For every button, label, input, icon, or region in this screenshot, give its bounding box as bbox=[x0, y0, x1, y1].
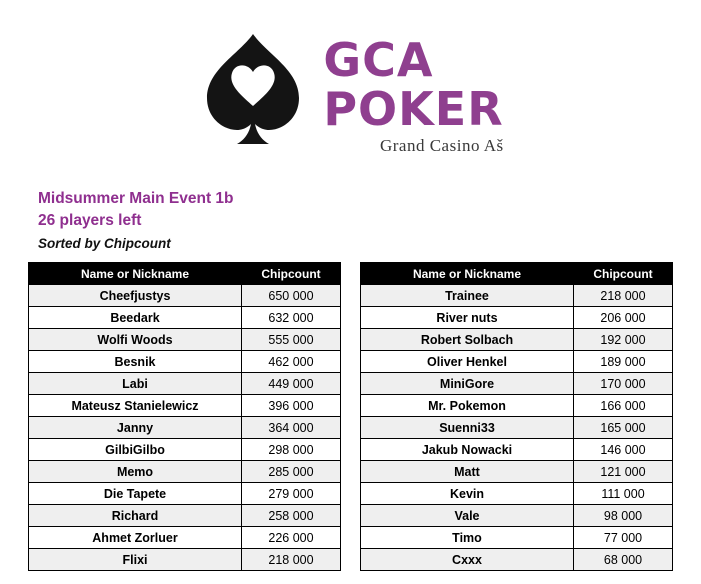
player-name: Timo bbox=[361, 527, 574, 549]
player-chipcount: 218 000 bbox=[242, 549, 341, 571]
table-row bbox=[361, 527, 673, 549]
table-row bbox=[29, 549, 341, 571]
player-chipcount: 165 000 bbox=[574, 417, 673, 439]
player-name: Flixi bbox=[29, 549, 242, 571]
table-row bbox=[361, 439, 673, 461]
player-name: Jakub Nowacki bbox=[361, 439, 574, 461]
table-row bbox=[29, 285, 341, 307]
player-chipcount: 77 000 bbox=[574, 527, 673, 549]
player-name: Robert Solbach bbox=[361, 329, 574, 351]
table-row bbox=[29, 351, 341, 373]
player-chipcount: 396 000 bbox=[242, 395, 341, 417]
player-chipcount: 285 000 bbox=[242, 461, 341, 483]
event-title: Midsummer Main Event 1b bbox=[38, 190, 234, 207]
logo-subtitle: Grand Casino Aš bbox=[379, 136, 504, 155]
table-body-right bbox=[361, 285, 673, 571]
player-name: Janny bbox=[29, 417, 242, 439]
column-header-chipcount: Chipcount bbox=[242, 263, 341, 285]
table-row bbox=[361, 395, 673, 417]
player-chipcount: 111 000 bbox=[574, 483, 673, 505]
player-chipcount: 258 000 bbox=[242, 505, 341, 527]
table-row bbox=[361, 417, 673, 439]
player-chipcount: 650 000 bbox=[242, 285, 341, 307]
player-chipcount: 166 000 bbox=[574, 395, 673, 417]
table-row bbox=[29, 329, 341, 351]
player-name: Ahmet Zorluer bbox=[29, 527, 242, 549]
table-row bbox=[29, 461, 341, 483]
player-chipcount: 449 000 bbox=[242, 373, 341, 395]
player-chipcount: 98 000 bbox=[574, 505, 673, 527]
heading-block bbox=[38, 188, 234, 254]
player-name: MiniGore bbox=[361, 373, 574, 395]
player-chipcount: 121 000 bbox=[574, 461, 673, 483]
table-row bbox=[361, 307, 673, 329]
player-name: Trainee bbox=[361, 285, 574, 307]
player-chipcount: 189 000 bbox=[574, 351, 673, 373]
players-left: 26 players left bbox=[38, 212, 142, 229]
player-chipcount: 146 000 bbox=[574, 439, 673, 461]
table-body-left bbox=[29, 285, 341, 571]
player-chipcount: 192 000 bbox=[574, 329, 673, 351]
table-row bbox=[361, 351, 673, 373]
player-name: Cheefjustys bbox=[29, 285, 242, 307]
table-header-row bbox=[361, 263, 673, 285]
logo-line-poker: POKER bbox=[323, 82, 504, 136]
player-name: Wolfi Woods bbox=[29, 329, 242, 351]
player-chipcount: 298 000 bbox=[242, 439, 341, 461]
table-row bbox=[361, 373, 673, 395]
player-chipcount: 218 000 bbox=[574, 285, 673, 307]
brand-logo bbox=[0, 28, 701, 156]
chipcount-table-right bbox=[360, 262, 673, 571]
player-name: Cxxx bbox=[361, 549, 574, 571]
table-row bbox=[29, 439, 341, 461]
player-name: Memo bbox=[29, 461, 242, 483]
table-row bbox=[29, 417, 341, 439]
player-chipcount: 226 000 bbox=[242, 527, 341, 549]
player-name: Labi bbox=[29, 373, 242, 395]
player-name: GilbiGilbo bbox=[29, 439, 242, 461]
logo-inner bbox=[197, 28, 503, 156]
player-chipcount: 555 000 bbox=[242, 329, 341, 351]
chipcount-table-left bbox=[28, 262, 341, 571]
chipcount-tables bbox=[28, 262, 673, 571]
player-name: Richard bbox=[29, 505, 242, 527]
player-chipcount: 170 000 bbox=[574, 373, 673, 395]
player-name: Kevin bbox=[361, 483, 574, 505]
player-name: Besnik bbox=[29, 351, 242, 373]
player-chipcount: 206 000 bbox=[574, 307, 673, 329]
table-row bbox=[361, 329, 673, 351]
player-name: Oliver Henkel bbox=[361, 351, 574, 373]
sorted-by-label: Sorted by Chipcount bbox=[38, 236, 171, 251]
table-row bbox=[29, 505, 341, 527]
table-row bbox=[361, 461, 673, 483]
player-name: River nuts bbox=[361, 307, 574, 329]
table-row bbox=[361, 483, 673, 505]
table-row bbox=[361, 285, 673, 307]
player-chipcount: 632 000 bbox=[242, 307, 341, 329]
player-chipcount: 462 000 bbox=[242, 351, 341, 373]
column-header-name: Name or Nickname bbox=[361, 263, 574, 285]
column-header-name: Name or Nickname bbox=[29, 263, 242, 285]
table-row bbox=[29, 395, 341, 417]
table-row bbox=[29, 527, 341, 549]
table-header-row bbox=[29, 263, 341, 285]
player-chipcount: 279 000 bbox=[242, 483, 341, 505]
table-row bbox=[29, 483, 341, 505]
player-chipcount: 68 000 bbox=[574, 549, 673, 571]
player-name: Mateusz Stanielewicz bbox=[29, 395, 242, 417]
table-row bbox=[29, 373, 341, 395]
spade-heart-logo-icon bbox=[197, 30, 309, 148]
table-row bbox=[29, 307, 341, 329]
player-name: Vale bbox=[361, 505, 574, 527]
table-row bbox=[361, 549, 673, 571]
logo-line-gca: GCA bbox=[323, 33, 434, 87]
player-name: Mr. Pokemon bbox=[361, 395, 574, 417]
player-name: Beedark bbox=[29, 307, 242, 329]
column-header-chipcount: Chipcount bbox=[574, 263, 673, 285]
logo-wordmark bbox=[323, 28, 503, 156]
player-name: Die Tapete bbox=[29, 483, 242, 505]
player-name: Suenni33 bbox=[361, 417, 574, 439]
player-name: Matt bbox=[361, 461, 574, 483]
player-chipcount: 364 000 bbox=[242, 417, 341, 439]
table-row bbox=[361, 505, 673, 527]
